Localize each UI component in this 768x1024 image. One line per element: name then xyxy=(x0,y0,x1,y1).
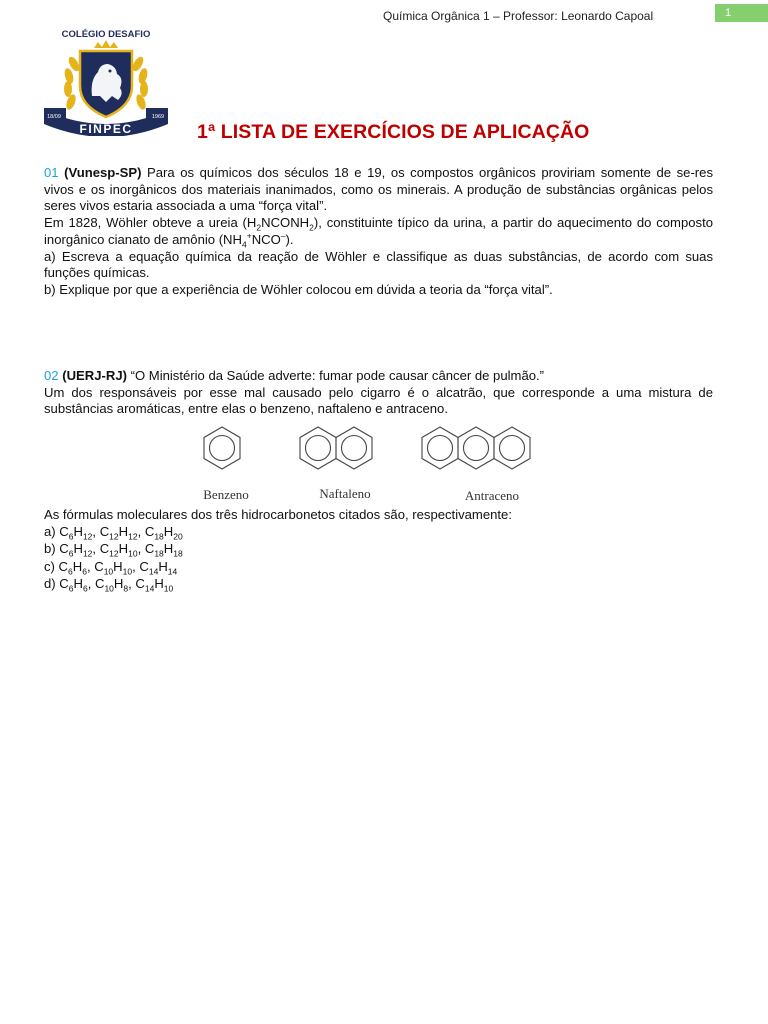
question-text: Para os químicos dos séculos 18 e 19, os compostos orgânicos proviriam somente de se-res vivos e os inorgânicos dos materiais inanimados, como os minerais. A produção de substâncias orgânicas pelos seres vivos estaria associada a uma “força vital”. xyxy=(44,165,713,214)
question-01-intro xyxy=(44,165,713,215)
question-02-intro xyxy=(44,368,713,385)
question-01-item-a: a) Escreva a equação química da reação de Wöhler e classifique as duas substâncias, de acordo com suas funções químicas. xyxy=(44,248,713,281)
document-title: 1ª LISTA DE EXERCÍCIOS DE APLICAÇÃO xyxy=(197,121,590,143)
answer-option: c) $C_6H_6$, $C_{10}H_{10}$, $C_{14}H_{14}$ xyxy=(44,558,178,577)
molecular-formula: $C_{14}H_{10}$ xyxy=(135,575,174,594)
question-01-item-b: b) Explique por que a experiência de Wöhler colocou em dúvida a teoria da “força vital”. xyxy=(44,281,553,297)
molecular-formula: $C_{18}H_{20}$ xyxy=(144,524,183,542)
question-number: 01 xyxy=(44,165,59,180)
molecular-formula: $C_{12}H_{12}$ xyxy=(99,524,138,542)
superscript: – xyxy=(280,230,286,241)
text-fragment: Em 1828, Wöhler obteve a ureia (H xyxy=(44,215,257,231)
answer-option: b) $C_6H_{12}$, $C_{12}H_{10}$, $C_{18}H_{18}$ xyxy=(44,541,183,560)
molecular-formula: $C_6H_6$ xyxy=(58,558,87,577)
option-label: b) xyxy=(44,541,60,557)
question-01 xyxy=(44,165,713,299)
text-fragment: NCONH xyxy=(261,215,310,231)
molecule-figure xyxy=(190,423,550,507)
question-number: 02 xyxy=(44,368,59,383)
molecular-formula: $C_{12}H_{10}$ xyxy=(99,541,138,560)
molecular-formula: $C_6H_{12}$ xyxy=(59,524,93,542)
option-label: c) xyxy=(44,558,59,574)
text-fragment: ), constituinte típico da urina, a partir do aquecimento do composto inorgânico cianato de amônio (NH xyxy=(44,215,713,247)
question-02-context: Um dos responsáveis por esse mal causado pelo cigarro é o alcatrão, que corresponde a uma mistura de substâncias aromáticas, entre elas o benzeno, naftaleno e antraceno. xyxy=(44,384,713,417)
option-list xyxy=(44,523,512,592)
superscript: + xyxy=(246,230,252,241)
subscript: 4 xyxy=(241,239,247,250)
molecule-label-benzene: Benzeno xyxy=(203,487,249,502)
naphthalene-structure-icon xyxy=(300,427,372,469)
molecule-label-naphthalene: Naftaleno xyxy=(319,486,371,501)
school-crest-icon xyxy=(40,24,176,136)
answer-option: a) $C_6H_{12}$, $C_{12}H_{12}$, $C_{18}H_{20}$ xyxy=(44,524,183,542)
school-logo xyxy=(40,24,176,136)
question-source: (Vunesp-SP) xyxy=(64,165,142,180)
option-label: d) xyxy=(44,575,60,591)
benzene-structure-icon xyxy=(204,427,240,469)
molecular-formula: $C_6H_{12}$ xyxy=(59,541,93,560)
question-source: (UERJ-RJ) xyxy=(62,368,127,383)
question-02-answers xyxy=(44,506,512,592)
molecular-formula: $C_{10}H_8$ xyxy=(94,575,129,594)
molecular-formula: $C_{14}H_{14}$ xyxy=(139,558,178,577)
molecular-formula: $C_6H_6$ xyxy=(59,575,88,594)
anthracene-structure-icon xyxy=(422,427,530,469)
molecule-label-anthracene: Antraceno xyxy=(464,488,520,503)
text-fragment: ). xyxy=(285,231,294,247)
subscript: 2 xyxy=(256,222,262,233)
molecular-formula: $C_{10}H_{10}$ xyxy=(94,558,133,577)
option-label: a) xyxy=(44,524,60,540)
logo-year-left: 18/09 xyxy=(47,114,61,120)
text-fragment: NCO xyxy=(251,231,281,247)
logo-top-text: COLÉGIO DESAFIO xyxy=(61,29,151,40)
question-quote: “O Ministério da Saúde adverte: fumar pode causar câncer de pulmão.” xyxy=(130,368,545,383)
logo-year-right: 1969 xyxy=(151,114,165,120)
molecular-formula: $C_{18}H_{18}$ xyxy=(144,541,183,560)
subscript: 2 xyxy=(309,222,314,233)
question-02 xyxy=(44,368,713,418)
question-02-prompt: As fórmulas moleculares dos três hidrocarbonetos citados são, respectivamente: xyxy=(44,507,512,522)
question-01-context xyxy=(44,215,713,248)
page-number-badge: 1 xyxy=(715,4,768,22)
header-title: Química Orgânica 1 – Professor: Leonardo Capoal xyxy=(383,9,654,23)
answer-option: d) $C_6H_6$, $C_{10}H_8$, $C_{14}H_{10}$ xyxy=(44,575,174,594)
logo-bottom-text: FINPEC xyxy=(79,122,133,136)
